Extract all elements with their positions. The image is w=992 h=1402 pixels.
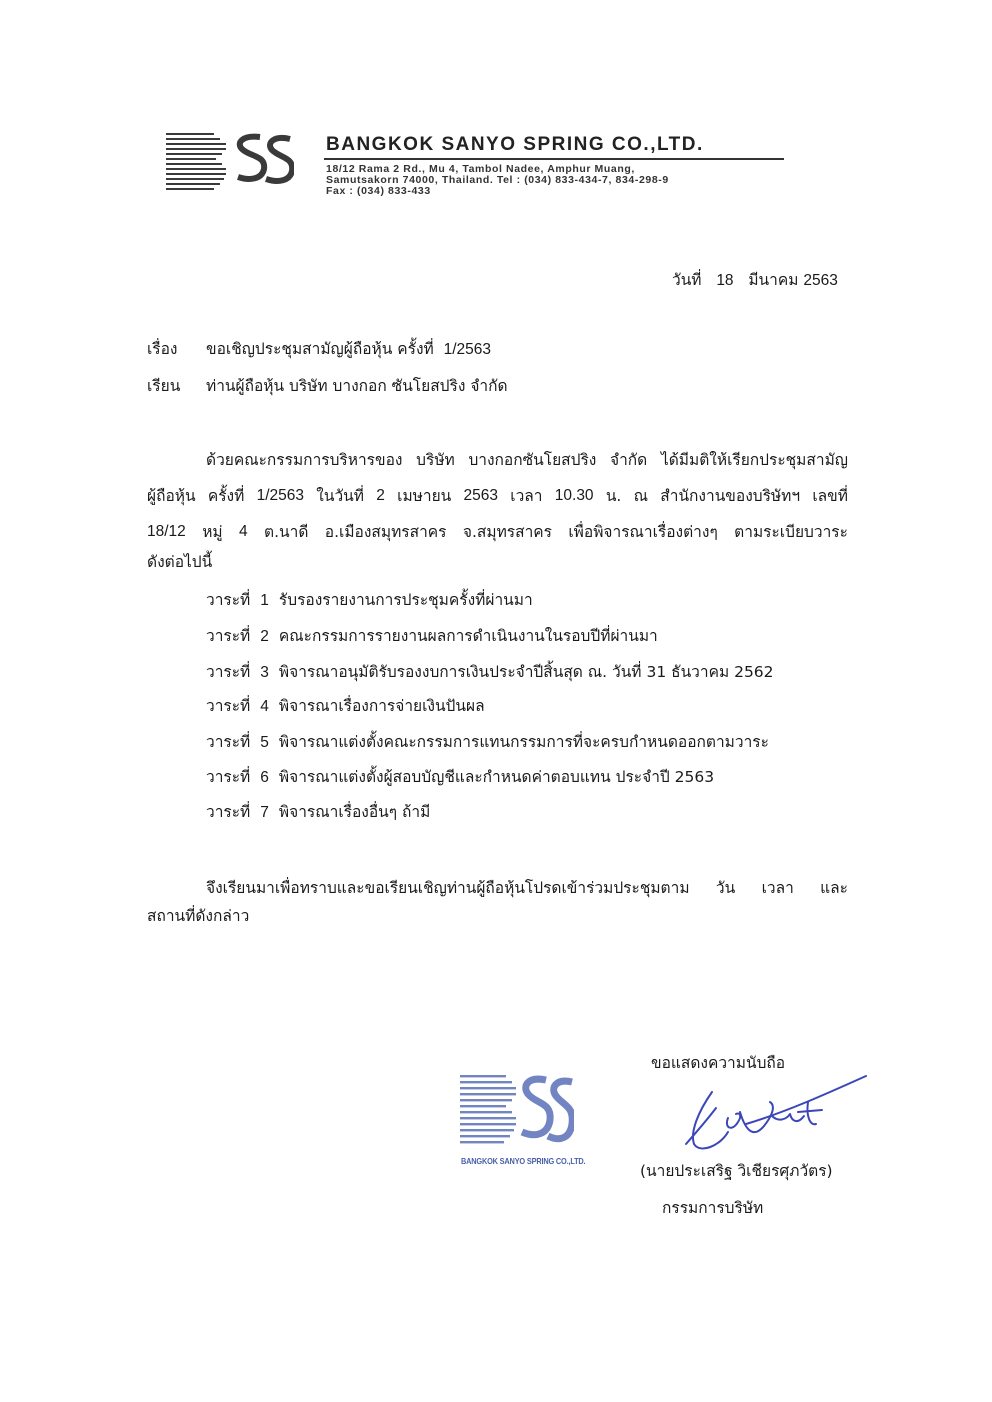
subject-label: เรื่อง xyxy=(147,340,178,358)
regards-text: ขอแสดงความนับถือ xyxy=(651,1054,786,1072)
signer-name: (นายประเสริฐ วิเชียรศุภวัตร) xyxy=(640,1162,833,1180)
stamp-caption: BANGKOK SANYO SPRING CO.,LTD. xyxy=(461,1157,586,1166)
agenda-item: วาระที่ 2 คณะกรรมการรายงานผลการดำเนินงานในรอบปีที่ผ่านมา xyxy=(206,627,658,645)
subject-text: ขอเชิญประชุมสามัญผู้ถือหุ้น ครั้งที่ 1/2563 xyxy=(206,340,492,358)
company-logo xyxy=(166,131,294,193)
closing-line-2: สถานที่ดังกล่าว xyxy=(147,907,250,925)
closing-line-1: จึงเรียนมาเพื่อทราบและขอเรียนเชิญท่านผู้ถือหุ้นโปรดเข้าร่วมประชุมตาม วัน เวลา และ xyxy=(206,879,848,897)
fax-line: Fax : (034) 833-433 xyxy=(326,185,431,197)
signer-position: กรรมการบริษัท xyxy=(662,1199,764,1217)
agenda-item: วาระที่ 7 พิจารณาเรื่องอื่นๆ ถ้ามี xyxy=(206,803,431,821)
intro-line-1: ด้วยคณะกรรมการบริหารของ บริษัท บางกอกซันโยสปริง จำกัด ได้มีมติให้เรียกประชุมสามัญ xyxy=(206,451,848,469)
letterhead-rule xyxy=(324,158,784,160)
letter-date: วันที่ 18 มีนาคม 2563 xyxy=(672,271,838,289)
recipient-text: ท่านผู้ถือหุ้น บริษัท บางกอก ซันโยสปริง จำกัด xyxy=(206,377,508,395)
agenda-item: วาระที่ 6 พิจารณาแต่งตั้งผู้สอบบัญชีและกำหนดค่าตอบแทน ประจำปี 2563 xyxy=(206,768,715,786)
intro-line-2: ผู้ถือหุ้น ครั้งที่ 1/2563 ในวันที่ 2 เมษายน 2563 เวลา 10.30 น. ณ สำนักงานของบริษัทฯ เลขที่ xyxy=(147,487,848,505)
agenda-item: วาระที่ 1 รับรองรายงานการประชุมครั้งที่ผ่านมา xyxy=(206,591,533,609)
company-name: BANGKOK SANYO SPRING CO.,LTD. xyxy=(326,134,704,155)
agenda-item: วาระที่ 4 พิจารณาเรื่องการจ่ายเงินปันผล xyxy=(206,697,485,715)
intro-line-3: 18/12 หมู่ 4 ต.นาดี อ.เมืองสมุทรสาคร จ.สมุทรสาคร เพื่อพิจารณาเรื่องต่างๆ ตามระเบียบวาระ xyxy=(147,523,848,541)
recipient-label: เรียน xyxy=(147,377,181,395)
agenda-item: วาระที่ 5 พิจารณาแต่งตั้งคณะกรรมการแทนกรรมการที่จะครบกำหนดออกตามวาระ xyxy=(206,733,769,751)
address-line-2: Samutsakorn 74000, Thailand. Tel : (034) 833-434-7, 834-298-9 xyxy=(326,174,669,186)
company-stamp-logo xyxy=(460,1072,574,1154)
address-line-1: 18/12 Rama 2 Rd., Mu 4, Tambol Nadee, Amphur Muang, xyxy=(326,163,635,175)
agenda-item: วาระที่ 3 พิจารณาอนุมัติรับรองงบการเงินประจำปีสิ้นสุด ณ. วันที่ 31 ธันวาคม 2562 xyxy=(206,663,774,681)
intro-line-4: ดังต่อไปนี้ xyxy=(147,553,213,571)
signature-image xyxy=(676,1072,872,1158)
